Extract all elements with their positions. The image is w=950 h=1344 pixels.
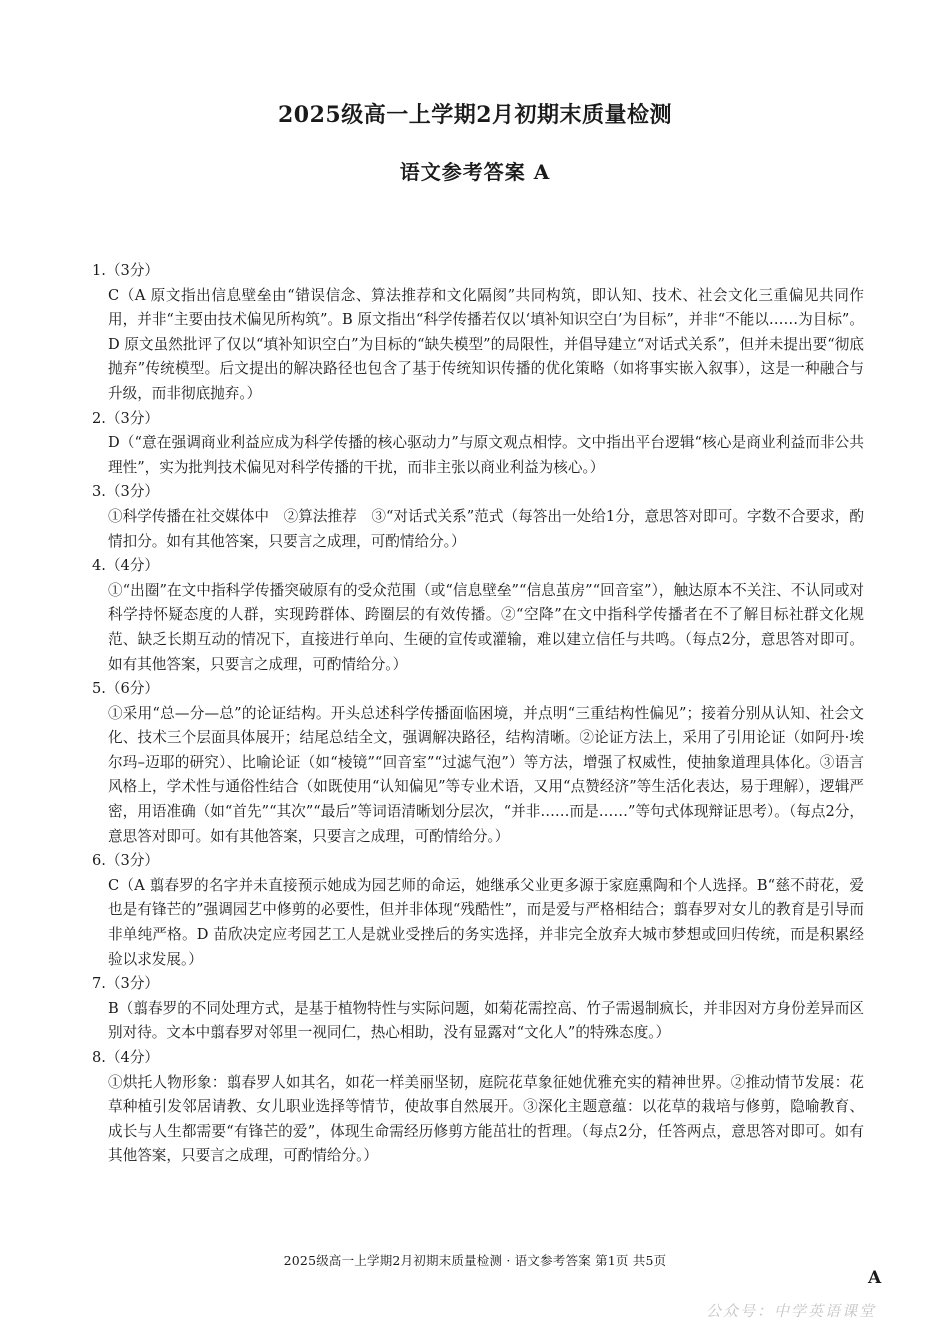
question-number: 5.	[92, 680, 106, 698]
question-header	[92, 1046, 864, 1071]
question-points: （4分）	[105, 557, 160, 575]
question-header	[92, 972, 864, 997]
question-points: （3分）	[105, 483, 160, 501]
question-points: （3分）	[105, 852, 160, 870]
question-item	[92, 259, 864, 407]
question-item	[92, 972, 864, 1046]
question-points: （6分）	[105, 680, 160, 698]
answers-list	[92, 259, 864, 1169]
question-item	[92, 407, 864, 481]
question-item	[92, 849, 864, 972]
question-header	[92, 849, 864, 874]
question-number: 7.	[92, 975, 106, 993]
question-number: 1.	[92, 262, 106, 279]
page-subtitle: 语文参考答案 A	[399, 160, 551, 184]
question-header	[92, 480, 864, 505]
question-header	[92, 554, 864, 579]
answer-text: B（翦春罗的不同处理方式，是基于植物特性与实际问题，如菊花需控高、竹子需遏制疯长，并非因对方身份差异而区别对待。文本中翦春罗对邻里一视同仁，热心相助，没有显露对“文化人”的特殊态度。）	[108, 999, 864, 1042]
answer-text: ①“出圈”在文中指科学传播突破原有的受众范围（或“信息壁垒”“信息茧房”“回音室”），触达原本不关注、不认同或对科学持怀疑态度的人群，实现跨群体、跨圈层的有效传播。②“空降”在文中指科学传播者在不了解目标社群文化规范、缺乏长期互动的情况下，直接进行单向、生硬的宣传或灌输，难以建立信任与共鸣。（每点2分，意思答对即可。如有其他答案，只要言之成理，可酌情给分。）	[108, 581, 864, 673]
question-item	[92, 480, 864, 554]
question-header	[92, 677, 864, 702]
page-title: 2025级高一上学期2月初期末质量检测	[277, 102, 673, 128]
question-item	[92, 554, 864, 677]
question-number: 8.	[92, 1049, 106, 1066]
question-number: 6.	[92, 852, 106, 870]
question-item	[92, 677, 864, 849]
answer-text: C（A 原文指出信息壁垒由“错误信念、算法推荐和文化隔阂”共同构筑，即认知、技术、社会文化三重偏见共同作用，并非“主要由技术偏见所构筑”。B 原文指出“科学传播若仅以‘填补知识空白’为目标”，并非“不能以……为目标”。D 原文虽然批评了仅以“填补知识空白”为目标的“缺失模型”的局限性，并倡导建立“对话式关系”，但并未提出要“彻底抛弃”传统模型。后文提出的解决路径也包含了基于传统知识传播的优化策略（如将事实嵌入叙事），这是一种融合与升级，而非彻底抛弃。）	[108, 286, 864, 402]
question-number: 4.	[92, 557, 106, 575]
question-points: （4分）	[105, 1049, 160, 1066]
question-points: （3分）	[105, 262, 160, 279]
watermark-text: 公众号：中学英语课堂	[706, 1302, 877, 1320]
question-header	[92, 407, 864, 432]
question-points: （3分）	[105, 975, 160, 993]
question-item	[92, 1046, 864, 1169]
version-mark: A	[868, 1268, 882, 1288]
answer-text: ①采用“总—分—总”的论证结构。开头总述科学传播面临困境，并点明“三重结构性偏见”；接着分别从认知、社会文化、技术三个层面具体展开；结尾总结全文，强调解决路径，结构清晰。②论证方法上，采用了引用论证（如阿丹·埃尔玛–迈耶的研究）、比喻论证（如“棱镜”“回音室”“过滤气泡”）等方法，增强了权威性，使抽象道理具体化。③语言风格上，学术性与通俗性结合（如既使用“认知偏见”等专业术语，又用“点赞经济”等生活化表达，易于理解），逻辑严密，用语准确（如“首先”“其次”“最后”等词语清晰划分层次，“并非……而是……”等句式体现辩证思考）。（每点2分，意思答对即可。如有其他答案，只要言之成理，可酌情给分。）	[108, 704, 864, 845]
question-number: 2.	[92, 409, 106, 427]
question-header	[92, 259, 864, 284]
answer-text: C（A 翦春罗的名字并未直接预示她成为园艺师的命运，她继承父业更多源于家庭熏陶和个人选择。B“慈不莳花，爱也是有锋芒的”强调园艺中修剪的必要性，但并非体现“残酷性”，而是爱与严格相结合；翦春罗对女儿的教育是引导而非单纯严格。D 苗欣决定应考园艺工人是就业受挫后的务实选择，并非完全放弃大城市梦想或回归传统，而是积累经验以求发展。）	[108, 876, 864, 968]
question-number: 3.	[92, 483, 106, 501]
answer-text: ①科学传播在社交媒体中 ②算法推荐 ③“对话式关系”范式（每答出一处给1分，意思答对即可。字数不合要求，酌情扣分。如有其他答案，只要言之成理，可酌情给分。）	[108, 507, 864, 550]
question-points: （3分）	[105, 409, 160, 427]
page-footer: 2025级高一上学期2月初期末质量检测 · 语文参考答案 第1页 共5页	[283, 1253, 667, 1268]
answer-text: ①烘托人物形象：翦春罗人如其名，如花一样美丽坚韧，庭院花草象征她优雅充实的精神世界。②推动情节发展：花草种植引发邻居请教、女儿职业选择等情节，使故事自然展开。③深化主题意蕴：以花草的栽培与修剪，隐喻教育、成长与人生都需要“有锋芒的爱”，体现生命需经历修剪方能茁壮的哲理。（每点2分，任答两点，意思答对即可。如有其他答案，只要言之成理，可酌情给分。）	[108, 1073, 864, 1165]
answer-text: D（“意在强调商业利益应成为科学传播的核心驱动力”与原文观点相悖。文中指出平台逻辑“核心是商业利益而非公共理性”，实为批判技术偏见对科学传播的干扰，而非主张以商业利益为核心。）	[108, 434, 864, 476]
